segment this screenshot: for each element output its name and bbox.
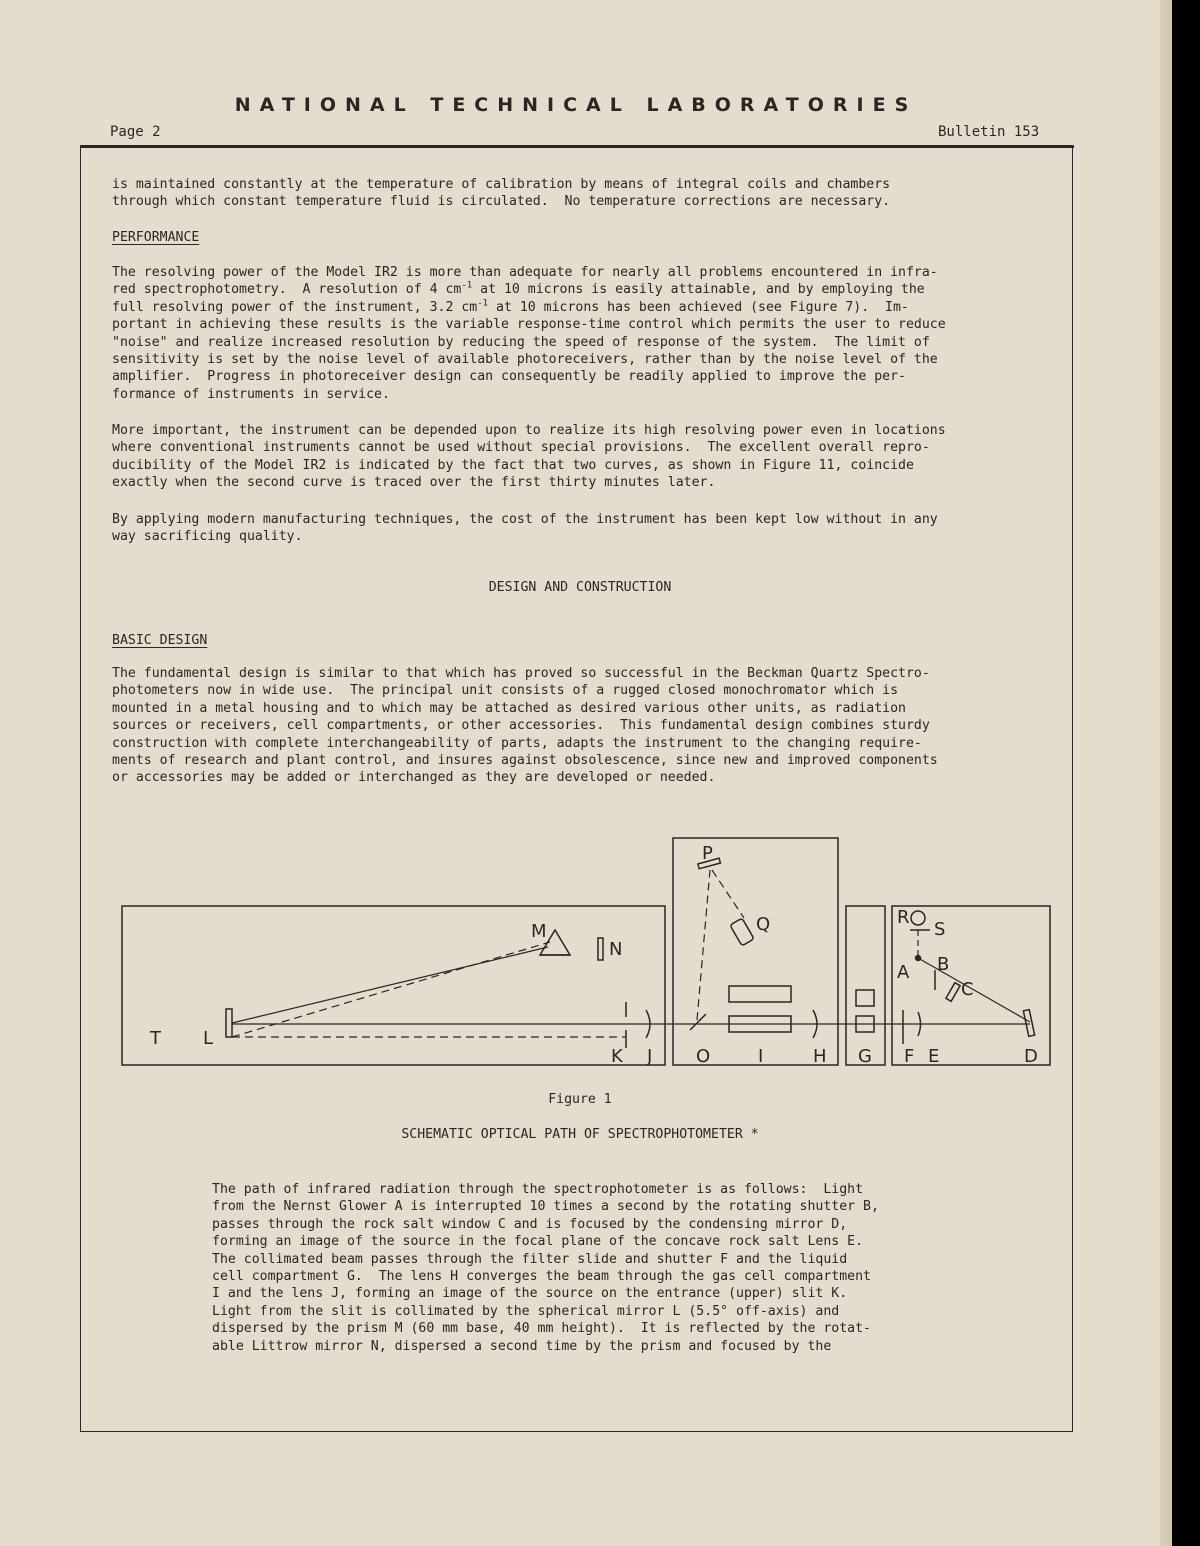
- label-h: H: [813, 1046, 827, 1067]
- full-resolution-line: full resolving power of the instrument, 3.2 $cm^{-1}$ at 10 microns has been achieved (see Figure 7). Im-: [112, 298, 909, 315]
- mirror-n: [598, 938, 603, 960]
- design-section-title: DESIGN AND CONSTRUCTION: [488, 580, 672, 595]
- source-r: [911, 911, 925, 925]
- figure-caption: SCHEMATIC OPTICAL PATH OF SPECTROPHOTOMETER *: [401, 1127, 759, 1142]
- resolution-line: red spectrophotometry. A resolution of 4 $cm^{-1}$ at 10 microns is easily attainable, and by employing the: [112, 281, 925, 298]
- label-s: S: [934, 919, 946, 940]
- figure-number: Figure 1: [548, 1092, 612, 1107]
- intro-text: is maintained constantly at the temperature of calibration by means of integral coils and chambers through which constant temperature fluid is circulated. No temperature corrections are necessary.: [112, 177, 891, 210]
- cell-g-upper: [856, 990, 874, 1006]
- page-number: Page 2: [110, 124, 161, 140]
- label-p: P: [702, 843, 713, 864]
- beam-dashed-return: [232, 942, 550, 1037]
- beam-to-p: [697, 870, 710, 1020]
- label-e: E: [928, 1046, 940, 1067]
- path-description-paragraph: The path of infrared radiation through the spectrophotometer is as follows: Light from the Nernst Glower A is interrupted 10 times a second by the rotating shutter B, passes through the rock salt window C and is focused by the condensing mirror D, forming an image of the source in the focal plane of the concave rock salt Lens E. The collimated beam passes through the filter slide and shutter F and the liquid cell compartment G. The lens H converges the beam through the gas cell compartment I and the lens J, forming an image of the source on the entrance (upper) slit K. Light from the slit is collimated by the spherical mirror L (5.5° off-axis) and dispersed by the prism M (60 mm base, 40 mm height). It is reflected by the rotat- able Littrow mirror N, dispersed a second time by the prism and focused by the: [212, 1182, 879, 1354]
- glower-a: [916, 956, 921, 961]
- label-c: C: [961, 979, 974, 1000]
- mirror-d: [1023, 1010, 1034, 1037]
- gas-cell-upper: [729, 986, 791, 1002]
- window-c: [946, 983, 960, 1002]
- label-b: B: [937, 954, 950, 975]
- label-m: M: [531, 921, 547, 942]
- mirror-o: [690, 1014, 706, 1030]
- performance-paragraph-1: The resolving power of the Model IR2 is more than adequate for nearly all problems encountered in infra- red spectrophotometry. A resolution of 4 $cm^{-1}$ at 10 microns is easily attainable, and by employing the full resolving power of the instrument, 3.2 $cm^{-1}$ at 10 microns has been achieved (see Figure 7). Im- portant in achieving these results is the variable response-time control which permits the user to reduce "noise" and realize increased resolution by reducing the speed of response of the system. The limit of sensitivity is set by the noise level of available photoreceivers, rather than by the noise level of the amplifier. Progress in photoreceiver design can consequently be readily applied to improve the per- formance of instruments in service.: [112, 265, 946, 402]
- performance-paragraph-3: By applying modern manufacturing techniques, the cost of the instrument has been kept low without in any way sacrificing quality.: [112, 512, 938, 545]
- label-a: A: [897, 962, 910, 983]
- label-o: O: [696, 1046, 711, 1067]
- liquid-cell-box: [846, 906, 885, 1065]
- beam-upper: [232, 947, 548, 1023]
- basic-design-paragraph: The fundamental design is similar to that which has proved so successful in the Beckman Quartz Spectro- photometers now in wide use. The principal unit consists of a rugged closed monochromator which is mounted in a metal housing and to which may be attached as desired various other units, as radiation sources or receivers, cell compartments, or other accessories. This fundamental design combines sturdy construction with complete interchangeability of parts, adapts the instrument to the changing require- ments of research and plant control, and insures against obsolescence, since new and improved components or accessories may be added or interchanged as they are developed or needed.: [112, 666, 938, 786]
- basic-design-heading: BASIC DESIGN: [112, 633, 208, 648]
- label-k: K: [611, 1046, 623, 1067]
- label-j: J: [647, 1046, 653, 1067]
- bulletin-number: Bulletin 153: [938, 124, 1040, 140]
- gas-cell-box: [673, 838, 838, 1065]
- laboratory-title: NATIONAL TECHNICAL LABORATORIES: [234, 94, 918, 116]
- label-l: L: [203, 1028, 214, 1049]
- label-t: T: [150, 1028, 161, 1049]
- performance-paragraph-2: More important, the instrument can be depended upon to realize its high resolving power even in locations where conventional instruments cannot be used without special provisions. The excellent overall repro- ducibility of the Model IR2 is indicated by the fact that two curves, as shown in Figure 11, coincide exactly when the second curve is traced over the first thirty minutes later.: [112, 423, 946, 491]
- label-r: R: [897, 907, 910, 928]
- label-q: Q: [756, 914, 771, 935]
- mirror-l: [226, 1009, 232, 1037]
- performance-heading: PERFORMANCE: [112, 230, 200, 245]
- label-d: D: [1024, 1046, 1038, 1067]
- label-n: N: [609, 939, 623, 960]
- label-g: G: [858, 1046, 872, 1067]
- label-i: I: [758, 1046, 764, 1067]
- label-f: F: [904, 1046, 915, 1067]
- beam-p-to-q: [712, 870, 744, 918]
- receiver-q: [730, 918, 754, 946]
